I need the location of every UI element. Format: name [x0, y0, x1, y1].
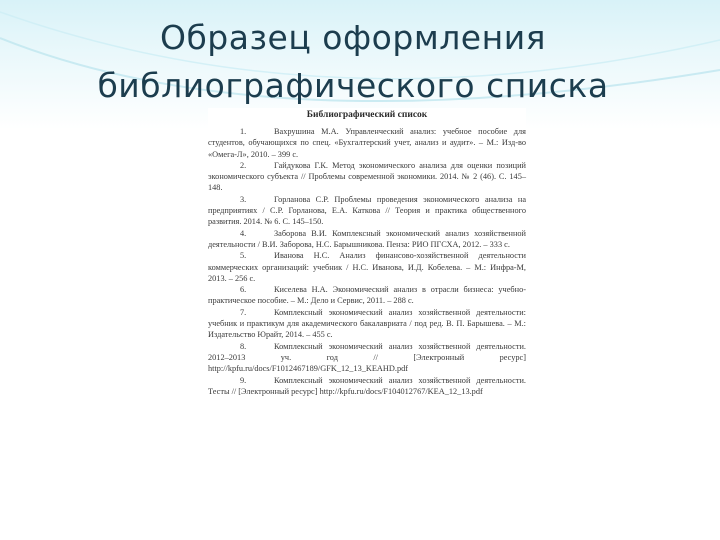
bibliography-entry — [208, 250, 526, 284]
entry-number: 7. — [240, 307, 247, 317]
slide-title-line-1: Образец оформления — [159, 18, 546, 57]
entry-number: 6. — [240, 285, 247, 295]
document-heading: Библиографический список — [306, 110, 428, 120]
entry-number: 2. — [240, 160, 247, 170]
entry-number: 8. — [240, 341, 247, 351]
bibliography-entry — [208, 284, 526, 307]
bibliography-entry — [208, 160, 526, 194]
entry-number: 3. — [240, 194, 247, 204]
bibliography-entry — [208, 228, 526, 251]
entry-number: 4. — [240, 228, 247, 238]
bibliography-entry — [208, 341, 526, 375]
bibliography-entry — [208, 194, 526, 228]
bibliography-entry — [208, 307, 526, 341]
entry-text: Заборова В.И. Комплексный экономический анализ хозяйственной деятельности / В.И. Заборова, Н.С. Барышникова. Пенза: РИО ПГСХА, 2012. – 333 с. — [208, 228, 526, 249]
entry-text: Иванова Н.С. Анализ финансово-хозяйственной деятельности коммерческих организаций: учебник / Н.С. Иванова, И.Д. Кобелева. – М.: Инфра-М, 2013. – 256 с. — [208, 251, 526, 283]
entry-text: Киселева Н.А. Экономический анализ в отрасли бизнеса: учебно-практическое пособие. – М.: Дело и Сервис, 2011. – 288 с. — [208, 285, 526, 306]
slide-title — [0, 14, 720, 110]
entry-text: Горланова С.Р. Проблемы проведения экономического анализа на предприятиях / С.Р. Горланова, Е.А. Каткова // Теория и практика общественного развития. 2014. № 6. С. 145–150. — [208, 194, 526, 227]
entry-text: Комплексный экономический анализ хозяйственной деятельности. Тесты // [Электронный ресурс] http://kpfu.ru/docs/F104012767/KEA_12_13.pdf — [208, 375, 526, 396]
entry-text: Вахрушина М.А. Управленческий анализ: учебное пособие для студентов, обучающихся по спец. «Бухгалтерский учет, анализ и аудит». – М.: Изд-во «Омега-Л», 2010. – 399 с. — [208, 127, 526, 159]
bibliography-document — [208, 108, 526, 494]
entry-text: Гайдукова Г.К. Метод экономического анализа для оценки позиций экономического субъекта // Проблемы современной экономики. 2014. № 2 (46). С. 145–148. — [208, 160, 526, 193]
entry-number: 9. — [240, 375, 247, 385]
bibliography-entry — [208, 375, 526, 398]
entry-number: 5. — [240, 251, 247, 261]
entry-number: 1. — [240, 127, 247, 136]
entry-text: Комплексный экономический анализ хозяйственной деятельности: учебник и практикум для академического бакалавриата / под ред. В. П. Барышева. – М.: Издательство Юрайт, 2014. – 455 с. — [208, 307, 526, 340]
slide-title-line-2: библиографического списка — [97, 66, 609, 105]
entry-text: Комплексный экономический анализ хозяйственной деятельности. 2012–2013 уч. год // [Электронный ресурс] http://kpfu.ru/docs/F1012467189/GFK_12_13_KEAHD.pdf — [208, 341, 526, 374]
bibliography-entry — [208, 126, 526, 160]
